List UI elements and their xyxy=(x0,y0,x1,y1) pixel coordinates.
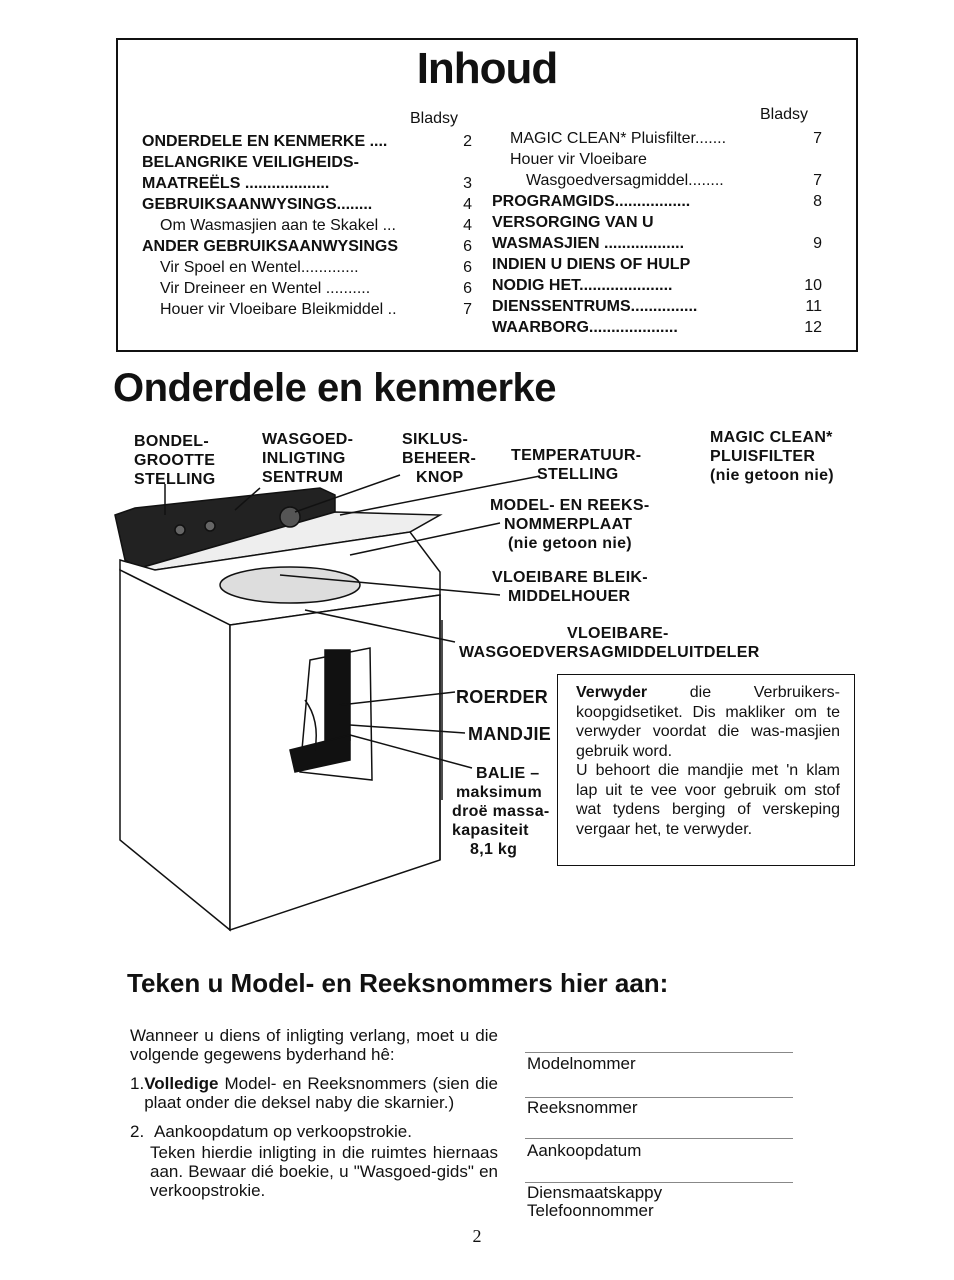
toc-entry-page: 8 xyxy=(813,193,822,210)
toc-entry-page: 11 xyxy=(805,298,822,315)
toc-entry xyxy=(142,257,472,278)
toc-entry-page: 2 xyxy=(463,133,472,150)
toc-entry-text: PROGRAMGIDS................. xyxy=(492,193,691,210)
toc-entry-page: 3 xyxy=(463,175,472,192)
toc-entry-text: BELANGRIKE VEILIGHEIDS- xyxy=(142,154,359,171)
toc-page-header-right: Bladsy xyxy=(760,106,809,123)
toc-entry xyxy=(142,131,472,152)
toc-entry-page: 6 xyxy=(463,259,472,276)
toc-right-column xyxy=(492,128,822,338)
toc-entry-page: 7 xyxy=(813,130,822,147)
section-title: Onderdele en kenmerke xyxy=(113,366,557,410)
toc-entry-text: Wasgoedversagmiddel........ xyxy=(526,172,724,189)
page-number: 2 xyxy=(472,1226,482,1246)
toc-entry xyxy=(492,233,822,254)
toc-entry xyxy=(492,212,822,233)
label-mandjie: MANDJIE xyxy=(468,724,552,744)
label-magic-clean: MAGIC CLEAN* PLUISFILTER (nie getoon nie) xyxy=(710,429,834,484)
toc-entry-text: VERSORGING VAN U xyxy=(492,214,654,231)
notice-box xyxy=(557,674,855,866)
register-instructions: Wanneer u diens of inligting verlang, moet u die volgende gegewens byderhand hê: 1. Volledige Model- en Reeksnommers (sien die plaat onder die deksel naby die skarnier.) 2. Aankoopdatum op verkoopstrokie. Teken hierdie inligting in die ruimtes hiernaas aan. Bewaar dié boekie, u "Wasgoed-gids" en verkoopstrokie. xyxy=(130,1026,498,1200)
toc-entry xyxy=(492,191,822,212)
toc-entry-text: Vir Dreineer en Wentel .......... xyxy=(160,280,371,297)
field-label-reeksnommer: Reeksnommer xyxy=(527,1098,638,1117)
toc-entry-text: MAATREËLS ................... xyxy=(142,175,330,192)
toc-entry-page: 4 xyxy=(463,196,472,213)
toc-entry-page xyxy=(450,152,472,173)
toc-entry-page xyxy=(800,212,822,233)
toc-entry xyxy=(142,236,472,257)
field-label-modelnommer: Modelnommer xyxy=(527,1054,636,1073)
label-bondel: BONDEL- GROOTTE STELLING xyxy=(134,433,216,488)
toc-entry xyxy=(142,173,472,194)
toc-entry-page: 7 xyxy=(463,301,472,318)
toc-entry-page: 4 xyxy=(463,217,472,234)
toc-entry xyxy=(492,296,822,317)
toc-entry-text: ANDER GEBRUIKSAANWYSINGS xyxy=(142,238,399,255)
field-line[interactable] xyxy=(525,1052,793,1053)
label-balie: BALIE – maksimum droë massa- kapasiteit 8,1 kg xyxy=(452,765,550,858)
label-model: MODEL- EN REEKS- NOMMERPLAAT (nie getoon nie) xyxy=(490,497,650,552)
toc-entry xyxy=(142,299,472,320)
toc-entry xyxy=(142,194,472,215)
field-label-diens: Diensmaatskappy Telefoonnommer xyxy=(527,1183,663,1220)
toc-entry-page: 9 xyxy=(813,235,822,252)
toc-left-column xyxy=(142,131,472,320)
toc-title: Inhoud xyxy=(416,44,558,93)
toc-entry-page: 7 xyxy=(813,172,822,189)
toc-entry xyxy=(492,128,822,149)
toc-entry xyxy=(492,317,822,338)
toc-entry xyxy=(492,254,822,275)
toc-entry xyxy=(142,152,472,173)
toc-entry xyxy=(492,170,822,191)
toc-entry-text: Houer vir Vloeibare Bleikmiddel .. xyxy=(160,301,397,318)
toc-entry-text: WAARBORG.................... xyxy=(492,319,678,336)
list-item: 2. Aankoopdatum op verkoopstrokie. xyxy=(130,1122,412,1141)
toc-entry-page: 6 xyxy=(463,238,472,255)
toc-entry xyxy=(142,215,472,236)
toc-entry-text: NODIG HET..................... xyxy=(492,277,673,294)
notice-paragraph-2: U behoort die mandjie met 'n klam lap uit te vee voor gebruik om stof wat tydens berging of verskeping vergaar het, te verwyder. xyxy=(576,762,840,838)
toc-entry-text: GEBRUIKSAANWYSINGS........ xyxy=(142,196,373,213)
toc-entry-text: WASMASJIEN .................. xyxy=(492,235,685,252)
label-wasgoed: WASGOED- INLIGTING SENTRUM xyxy=(262,431,354,486)
label-temperatuur: TEMPERATUUR- STELLING xyxy=(511,447,642,483)
toc-entry-page xyxy=(800,149,822,170)
field-line[interactable] xyxy=(525,1138,793,1139)
toc-entry-text: DIENSSENTRUMS............... xyxy=(492,298,698,315)
label-roerder: ROERDER xyxy=(456,687,549,707)
toc-entry-page: 10 xyxy=(804,277,822,294)
field-label-aankoopdatum: Aankoopdatum xyxy=(527,1141,642,1160)
notice-paragraph-1: Verwyder die Verbruikers-koopgidsetiket. Dis makliker om te verwyder voordat die was-masjien gebruik word. xyxy=(576,684,840,760)
toc-entry-text: ONDERDELE EN KENMERKE .... xyxy=(142,133,388,150)
toc-entry xyxy=(492,149,822,170)
toc-entry-text: INDIEN U DIENS OF HULP xyxy=(492,256,691,273)
toc-entry-page: 12 xyxy=(804,319,822,336)
label-versag: VLOEIBARE- WASGOEDVERSAGMIDDELUITDELER xyxy=(459,625,760,661)
register-title: Teken u Model- en Reeksnommers hier aan: xyxy=(127,968,669,998)
label-siklus: SIKLUS- BEHEER- KNOP xyxy=(402,431,477,486)
toc-entry-page xyxy=(800,254,822,275)
toc-entry xyxy=(142,278,472,299)
toc-page-header-left: Bladsy xyxy=(410,110,459,127)
list-item: 1. Volledige Model- en Reeksnommers (sien die plaat onder die deksel naby die skarnier.) xyxy=(130,1074,498,1112)
label-bleik: VLOEIBARE BLEIK- MIDDELHOUER xyxy=(492,569,648,605)
toc-entry-text: Om Wasmasjien aan te Skakel ... xyxy=(160,217,396,234)
table-of-contents xyxy=(116,38,858,352)
toc-entry-page: 6 xyxy=(463,280,472,297)
toc-entry xyxy=(492,275,822,296)
toc-entry-text: Houer vir Vloeibare xyxy=(510,151,647,168)
toc-entry-text: MAGIC CLEAN* Pluisfilter....... xyxy=(510,130,727,147)
toc-entry-text: Vir Spoel en Wentel............. xyxy=(160,259,359,276)
